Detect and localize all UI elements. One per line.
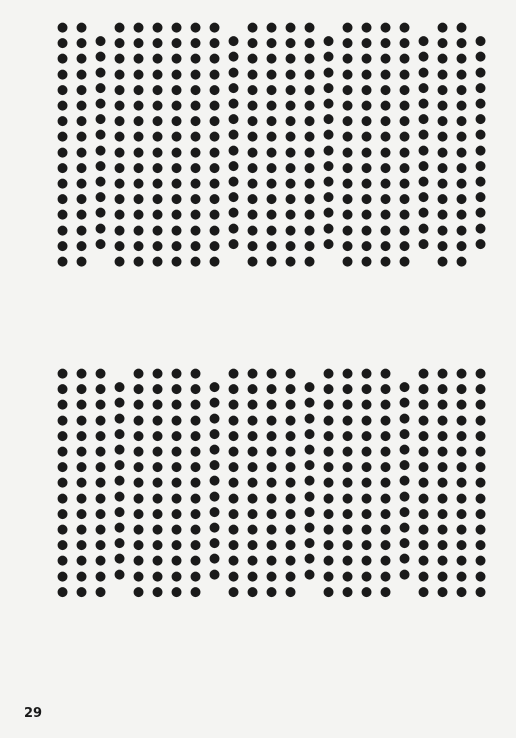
text-column: ●●●●●●●●●●●●●●●● — [264, 20, 279, 270]
text-column: ●●●●●●●●●●●●●●●● — [435, 20, 450, 270]
page-number: 29 — [24, 706, 43, 721]
text-column: ●●●●●●●●●●●●●●●● — [150, 20, 165, 270]
text-column: ●●●●●●●●●●●●●●●● — [131, 20, 146, 270]
text-column: ●●●●●●●●●●●●●●● — [131, 366, 146, 600]
text-column: ●●●●●●●●●●●●●●●● — [74, 20, 89, 270]
text-column: ●●●●●●●●●●●●● — [112, 366, 127, 583]
text-column: ●●●●●●●●●●●●●●●● — [188, 20, 203, 270]
text-column: ●●●●●●●●●●●●●●● — [264, 366, 279, 600]
text-column: ●●●●●●●●●●●●●● — [321, 20, 336, 252]
text-column: ●●●●●●●●●●●●●●●● — [207, 20, 222, 270]
text-column: ●●●●●●●●●●●●●●● — [188, 366, 203, 600]
text-column: ●●●●●●●●●●●●●●● — [473, 366, 488, 600]
text-column: ●●●●●●●●●●●●● — [397, 366, 412, 583]
top-text-block — [46, 20, 490, 350]
text-column: ●●●●●●●●●●●●●●●● — [397, 20, 412, 270]
text-column: ●●●●●●●●●●●●●●● — [74, 366, 89, 600]
text-column: ●●●●●●●●●●●●●●● — [359, 366, 374, 600]
text-column: ●●●●●●●●●●●●●● — [226, 20, 241, 252]
text-column: ●●●●●●●●●●●●●●● — [169, 366, 184, 600]
text-column: ●●●●●●●●●●●●●●●● — [169, 20, 184, 270]
text-column: ●●●●●●●●●●●●●●● — [245, 366, 260, 600]
text-column: ●●●●●●●●●●●●●●●● — [454, 20, 469, 270]
text-column: ●●●●●●●●●●●●● — [207, 366, 222, 583]
text-column: ●●●●●●●●●●●●●● — [93, 20, 108, 252]
text-column: ●●●●●●●●●●●●●●● — [150, 366, 165, 600]
text-column: ●●●●●●●●●●●●●●● — [283, 366, 298, 600]
text-column: ●●●●●●●●●●●●●●● — [454, 366, 469, 600]
text-column: ●●●●●●●●●●●●●●● — [378, 366, 393, 600]
text-column: ●●●●●●●●●●●●●●●● — [55, 20, 70, 270]
text-column: ●●●●●●●●●●●●●●●● — [340, 20, 355, 270]
text-column: ●●●●●●●●●●●●●● — [416, 20, 431, 252]
text-column: ●●●●●●●●●●●●●●● — [321, 366, 336, 600]
text-column: ●●●●●●●●●●●●●●●● — [283, 20, 298, 270]
text-column: ●●●●●●●●●●●●●●●● — [245, 20, 260, 270]
text-column: ●●●●●●●●●●●●●●● — [93, 366, 108, 600]
text-column: ●●●●●●●●●●●●●●●● — [302, 20, 317, 270]
bottom-text-block — [46, 366, 490, 658]
text-column: ●●●●●●●●●●●●●●● — [340, 366, 355, 600]
text-column: ●●●●●●●●●●●●●●●● — [112, 20, 127, 270]
text-column: ●●●●●●●●●●●●●●● — [226, 366, 241, 600]
text-column: ●●●●●●●●●●●●●●●● — [359, 20, 374, 270]
text-column: ●●●●●●●●●●●●●●● — [55, 366, 70, 600]
text-column: ●●●●●●●●●●●●●●●● — [378, 20, 393, 270]
text-column: ●●●●●●●●●●●●●● — [473, 20, 488, 252]
text-column: ●●●●●●●●●●●●● — [302, 366, 317, 583]
text-column: ●●●●●●●●●●●●●●● — [435, 366, 450, 600]
text-column: ●●●●●●●●●●●●●●● — [416, 366, 431, 600]
